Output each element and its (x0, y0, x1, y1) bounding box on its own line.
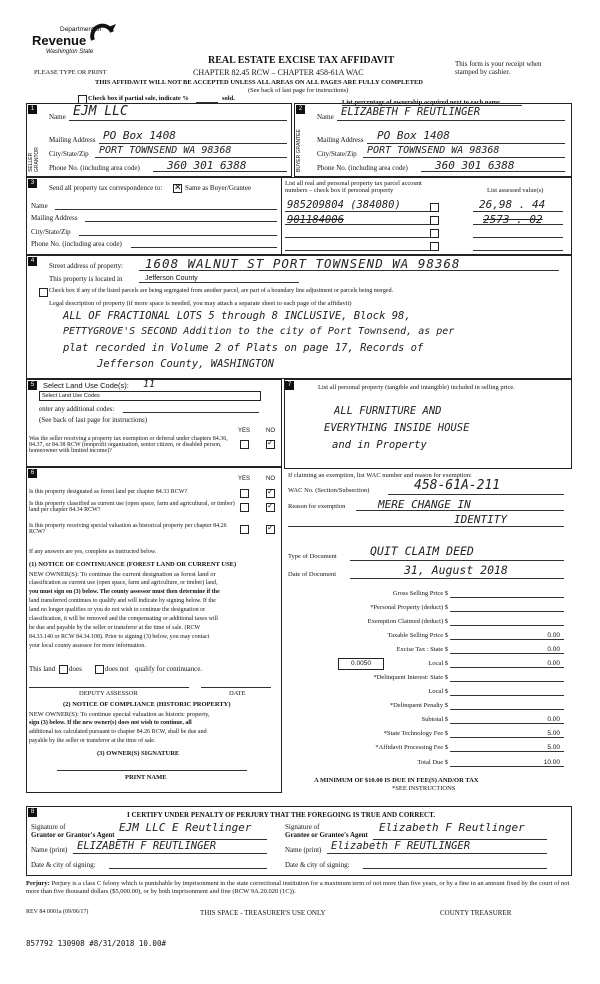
county-value: Jefferson County (145, 275, 198, 282)
calc-delinq-state-field[interactable] (450, 681, 564, 682)
corr-phone-label: Phone No. (including area code) (31, 240, 122, 248)
certify-text: I CERTIFY UNDER PENALTY OF PERJURY THAT THE FOREGOING IS TRUE AND CORRECT. (127, 811, 436, 819)
s6-no-header: NO (266, 476, 275, 482)
legal-line-4: Jefferson County, WASHINGTON (97, 358, 275, 370)
logo-state: Washington State (46, 49, 94, 55)
reason-value-2: IDENTITY (454, 513, 507, 526)
grantee-date-label: Date & city of signing: (285, 861, 350, 869)
legal-line-3: plat recorded in Volume 2 of Plats on page 17, Records of (63, 342, 424, 354)
s6-q2-no[interactable] (266, 503, 275, 512)
personal-property-1: ALL FURNITURE AND (334, 405, 442, 417)
form-title: REAL ESTATE EXCISE TAX AFFIDAVIT (208, 55, 395, 66)
calc-affidavit-fee-label: *Affidavit Processing Fee $ (375, 744, 448, 751)
seller-city-value: PORT TOWNSEND WA 98368 (99, 145, 232, 156)
grantor-date-field[interactable] (109, 868, 267, 869)
calc-excise-state-value: 0.00 (547, 646, 560, 653)
calc-exemption-label: Exemption Claimed (deduct) $ (367, 618, 448, 625)
grantee-sig-label-2: Grantee or Grantee's Agent (285, 831, 368, 839)
calc-gross-field[interactable] (450, 597, 564, 598)
grantee-date-field[interactable] (363, 868, 547, 869)
pp-checkbox-3[interactable] (430, 229, 439, 238)
s6-q3-yes[interactable] (240, 525, 249, 534)
tax-correspondence-section: 3 Send all property tax correspondence to: ✕ Same as Buyer/Grantee Name Mailing Address City/State/Zip Phone No. (including area code) List all real and personal property tax parcel account numbers – check box if personal property List assessed value(s) 985209804 (384080) 901184006 26,98 . 44 2573 . 02 (26, 177, 572, 255)
land-use-select[interactable] (39, 391, 261, 401)
calc-delinq-local-label: Local $ (428, 688, 448, 695)
notice1-title: (1) NOTICE OF CONTINUANCE (FOREST LAND OR CURRENT USE) (29, 561, 237, 568)
seller-address-label: Mailing Address (49, 136, 96, 144)
corr-phone-field[interactable] (131, 247, 277, 248)
calc-personal-field[interactable] (450, 611, 564, 612)
corr-name-label: Name (31, 202, 48, 210)
doc-type-field[interactable] (350, 560, 564, 561)
forest-land-section: 6 YES NO Is this property designated as forest land per chapter 84.33 RCW? ✓ Is this property classified as current use (open space, farm and agricultural, or timber) land per chapter 84.34 RCW? ✓ Is this property receiving special valuation as historical property per chapter 84.26 RCW? ✓ If any answers are yes, complete as instructed below. (1) NOTICE OF CONTINUANCE (FOREST LAND OR CURRENT USE) NEW OWNER(S): To continue the current designation as forest land or classification as current use (open space, farm and agriculture, or timber) land, you must sign on (3) below. The county assessor must then determine if the land transferred continues to qualify and will indicate by signing below. If the land no longer qualifies or you do not wish to continue the designation or classification, it will be removed and the compensating or additional taxes will be due and payable by the seller or transferor at the time of sale. (RCW 84.33.140 or RCW 84.34.108). Prior to signing (3) below, you may contact your local county assessor for more information. This land does does not qualify for continuance. DEPUTY ASSESSOR DATE (2) NOTICE OF COMPLIANCE (HISTORIC PROPERTY) NEW OWNER(S): To continue special valuation as historic property, sign (3) below. If the new owner(s) does not wish to continue, all additional tax calculated pursuant to chapter 84.26 RCW, shall be due and payable by the seller or transferor at the time of sale. (3) OWNER(S) SIGNATURE PRINT NAME (26, 467, 282, 793)
seller-city-label: City/State/Zip (49, 150, 89, 158)
tax-corr-label: Send all property tax correspondence to: (49, 184, 163, 192)
s6-q1-no[interactable] (266, 489, 275, 498)
parcel-1: 985209804 (384080) (287, 199, 401, 211)
calc-delinq-penalty-label: *Delinquent Penalty $ (389, 702, 448, 709)
seller-name-field[interactable] (69, 120, 287, 121)
reason-label: Reason for exemption (288, 503, 346, 510)
seller-section: 1 SELLER GRANTOR Name EJM LLC Mailing Address PO Box 1408 City/State/Zip PORT TOWNSEND WA 98368 Phone No. (including area code) 360 301 6388 (26, 103, 292, 177)
seller-name-value: EJM LLC (73, 104, 128, 119)
print-name-label: PRINT NAME (125, 774, 167, 781)
parcel-2: 901184006 (287, 214, 344, 226)
segregated-label: Check box if any of the listed parcels are being segregated from another parcel, are part of a boundary line adjustment or parcels being merged. (49, 288, 394, 294)
corr-address-label: Mailing Address (31, 214, 78, 222)
segregated-checkbox[interactable] (39, 288, 48, 297)
notice1-line: land transferred continues to qualify and will indicate by signing below. If the (29, 598, 216, 604)
grantee-name: Elizabeth F REUTLINGER (331, 840, 471, 852)
notice1-line: your local county assessor for more information. (29, 643, 146, 649)
notice2-line: sign (3) below. If the new owner(s) does not wish to continue, all (29, 720, 192, 726)
notice1-line: be due and payable by the seller or transferor at the time of sale. (RCW (29, 625, 201, 631)
grantor-name: ELIZABETH F REUTLINGER (77, 840, 217, 852)
rev-number: REV 84 0001a (09/06/17) (26, 909, 89, 915)
revenue-logo (32, 20, 122, 60)
perjury-notice (26, 880, 574, 896)
please-type: PLEASE TYPE OR PRINT (34, 69, 107, 76)
perjury-text: Perjury is a class C felony which is punishable by imprisonment in the state correctional institution for a maximum term of not more than five years, or by a fine in an amount fixed by the court of not more than five thousand dollars ($5,000.00), or by both imprisonment and fine (RCW 9A.20.020 (1C)). (26, 880, 570, 895)
seller-phone-label: Phone No. (including area code) (49, 164, 140, 172)
s5-yes-checkbox[interactable] (240, 440, 249, 449)
minimum-note: A MINIMUM OF $10.00 IS DUE IN FEE(S) AND/OR TAX (314, 777, 479, 784)
buyer-section: 2 BUYER GRANTEE Name ELIZABETH F REUTLINGER Mailing Address PO Box 1408 City/State/Zip PORT TOWNSEND WA 98368 Phone No. (including area code) 360 301 6388 (294, 103, 572, 177)
deputy-signature-field[interactable] (29, 687, 189, 688)
grantor-sig-label-1: Signature of (31, 823, 66, 831)
value-2: 2573 . 02 (483, 213, 543, 226)
grantor-name-field[interactable] (73, 853, 267, 854)
same-as-buyer-checkbox[interactable] (173, 184, 182, 193)
buyer-address-value: PO Box 1408 (377, 129, 450, 142)
buyer-phone-value: 360 301 6388 (435, 159, 515, 172)
buyer-address-field[interactable] (367, 143, 565, 144)
exemption-label: If claiming an exemption, list WAC number and reason for exemption: (288, 472, 472, 479)
calc-local-value: 0.00 (547, 660, 560, 667)
calc-subtotal-value: 0.00 (547, 716, 560, 723)
local-rate-box (338, 658, 384, 670)
legal-label: Legal description of property (if more space is needed, you may attach a separate sheet to each page of the affidavit) (49, 300, 352, 307)
s5-no-checkbox[interactable] (266, 440, 275, 449)
located-label: This property is located in (49, 275, 123, 283)
local-rate-value: 0.0050 (351, 660, 371, 667)
additional-codes-field[interactable] (123, 412, 259, 413)
calc-gross-label: Gross Selling Price $ (392, 590, 448, 597)
calc-tech-fee-value: 5.00 (547, 730, 560, 737)
land-does-checkbox[interactable] (59, 665, 68, 674)
seller-phone-value: 360 301 6388 (167, 159, 247, 172)
calc-total-label: Total Due $ (417, 759, 448, 766)
notice2-line: NEW OWNER(S): To continue special valuation as historic property, (29, 711, 210, 718)
notice2-line: additional tax calculated pursuant to chapter 84.26 RCW, shall be due and (29, 729, 207, 735)
corr-city-field[interactable] (79, 235, 277, 236)
land-does-not-label: does not (105, 665, 129, 673)
corr-address-field[interactable] (85, 221, 277, 222)
s5-yes-header: YES (238, 428, 251, 434)
doc-date-value: 31, August 2018 (404, 563, 508, 577)
personal-property-2: EVERYTHING INSIDE HOUSE (324, 422, 470, 434)
deputy-label: DEPUTY ASSESSOR (79, 690, 138, 697)
land-does-not-checkbox[interactable] (95, 665, 104, 674)
s5-exemption-question: Was the seller receiving a property tax exemption or deferral under chapters 84.36, 84.37, or 84.38 RCW (nonprofit organization, senior citizen, or disabled person, homeowner with limited income)? (29, 436, 228, 454)
seller-address-value: PO Box 1408 (103, 129, 176, 142)
notice1-line: 84.33.140 or RCW 84.34.108). Prior to signing (3) below, you may contact (29, 634, 210, 640)
s6-q2-yes[interactable] (240, 503, 249, 512)
this-land-label: This land (29, 665, 56, 673)
land-use-label: Select Land Use Code(s): (43, 381, 129, 390)
calc-taxable-value: 0.00 (547, 632, 560, 639)
notice1-line: NEW OWNER(S): To continue the current designation as forest land or (29, 571, 216, 578)
pp-checkbox-2[interactable] (430, 216, 439, 225)
ownership-note: List percentage of ownership acquired next to each name. (342, 99, 502, 106)
certification-section: 8 I CERTIFY UNDER PENALTY OF PERJURY THAT THE FOREGOING IS TRUE AND CORRECT. Signature of Grantor or Grantor's Agent EJM LLC E Reutlinger Name (print) ELIZABETH F REUTLINGER Date & city of signing: Signature of Grantee or Grantee's Agent Elizabeth F Reutlinger Name (print) Elizabeth F REUTLINGER Date & city of signing: (26, 806, 572, 876)
notice2-title: (2) NOTICE OF COMPLIANCE (HISTORIC PROPERTY) (63, 701, 231, 708)
form-chapter: CHAPTER 82.45 RCW – CHAPTER 458-61A WAC (193, 68, 364, 77)
s6-q1: Is this property designated as forest land per chapter 84.33 RCW? (29, 489, 188, 495)
calc-tech-fee-label: *State Technology Fee $ (383, 730, 448, 737)
grantee-sig-label-1: Signature of (285, 823, 320, 831)
same-as-label: Same as Buyer/Grantee (185, 184, 252, 192)
land-does-label: does (69, 665, 82, 673)
parcel-header: List all real and personal property tax parcel account numbers – check box if personal property (285, 180, 422, 194)
notice1-line: classification as current use (open space, farm and agriculture, or timber) land, (29, 580, 218, 586)
s6-if-yes: If any answers are yes, complete as instructed below. (29, 549, 157, 555)
treasurer-note: THIS SPACE - TREASURER'S USE ONLY (200, 909, 326, 917)
grantee-name-field[interactable] (327, 853, 547, 854)
qualify-label: qualify for continuance. (135, 665, 203, 673)
calc-personal-label: *Personal Property (deduct) $ (370, 604, 448, 611)
additional-codes-label: enter any additional codes: (39, 405, 115, 413)
form-warning: THIS AFFIDAVIT WILL NOT BE ACCEPTED UNLESS ALL AREAS ON ALL PAGES ARE FULLY COMPLETED (95, 79, 423, 86)
deputy-date-label: DATE (229, 690, 246, 697)
s6-q3-no[interactable] (266, 525, 275, 534)
doc-type-label: Type of Document (288, 553, 337, 560)
reason-value-1: MERE CHANGE IN (378, 498, 471, 511)
grantor-name-label: Name (print) (31, 846, 68, 854)
section5-see-back: (See back of last page for instructions) (39, 416, 148, 424)
grantor-sig-label-2: Grantor or Grantor's Agent (31, 831, 115, 839)
buyer-city-field[interactable] (363, 157, 565, 158)
doc-date-field[interactable] (350, 578, 564, 579)
buyer-name-field[interactable] (337, 120, 565, 121)
logo-dept: Department of (60, 26, 102, 33)
calc-subtotal-label: Subtotal $ (421, 716, 448, 723)
calc-affidavit-fee-value: 5.00 (547, 744, 560, 751)
calc-local-label: Local $ (428, 660, 448, 667)
corr-name-field[interactable] (55, 209, 277, 210)
land-use-select-text: Select Land Use Codes (42, 393, 100, 399)
pp-checkbox-1[interactable] (430, 203, 439, 212)
land-use-section: 5 Select Land Use Code(s): 11 Select Land Use Codes enter any additional codes: (See back of last page for instructions) YES NO Was the seller receiving a property tax exemption or deferral under chapters 84.36, 84.37, or 84.38 RCW (nonprofit organization, senior citizen, or disabled person, homeowner with limited income)? ✓ (26, 379, 282, 467)
grantee-signature: Elizabeth F Reutlinger (379, 821, 525, 834)
buyer-city-label: City/State/Zip (317, 150, 357, 158)
county-treasurer: COUNTY TREASURER (440, 909, 512, 917)
legal-line-2: PETTYGROVE'S SECOND Addition to the city of Port Townsend, as per (63, 326, 455, 337)
buyer-city-value: PORT TOWNSEND WA 98368 (367, 145, 500, 156)
checkbox-x-icon: ✕ (174, 182, 182, 192)
value-1: 26,98 . 44 (479, 198, 546, 211)
partial-sale-label: Check box if partial sale, indicate % (88, 95, 189, 102)
corr-city-label: City/State/Zip (31, 228, 71, 236)
deputy-date-field[interactable] (201, 687, 271, 688)
land-use-code: 11 (143, 379, 156, 390)
doc-date-label: Date of Document (288, 571, 337, 578)
see-instructions: *SEE INSTRUCTIONS (392, 785, 456, 792)
buyer-side-label: BUYER GRANTEE (296, 129, 302, 172)
buyer-name-value: ELIZABETH F REUTLINGER (341, 106, 481, 118)
calc-excise-state-label: Excise Tax : State $ (396, 646, 448, 653)
seller-side-label: SELLER GRANTOR (28, 147, 40, 172)
grantee-name-label: Name (print) (285, 846, 322, 854)
personal-property-3: and in Property (332, 439, 427, 451)
assessed-header: List assessed value(s) (487, 187, 544, 194)
calc-exemption-field[interactable] (450, 625, 564, 626)
notice2-line: payable by the seller or transferor at the time of sale. (29, 738, 156, 744)
buyer-phone-label: Phone No. (including area code) (317, 164, 408, 172)
pp-checkbox-4[interactable] (430, 242, 439, 251)
street-label: Street address of property: (49, 262, 124, 270)
calc-delinq-local-field[interactable] (450, 695, 564, 696)
buyer-address-label: Mailing Address (317, 136, 364, 144)
wac-label: WAC No. (Section/Subsection) (288, 487, 370, 494)
cashier-stamp: 857792 130908 #8/31/2018 10.00# (26, 939, 166, 948)
perjury-title: Perjury: (26, 880, 50, 887)
s6-q3: Is this property receiving special valuation as historical property per chapter 84.26 RCW? (29, 523, 227, 535)
logo-name: Revenue (32, 33, 87, 48)
owner-signature-label: (3) OWNER(S) SIGNATURE (97, 750, 180, 757)
property-section: 4 Street address of property: 1608 WALNUT ST PORT TOWNSEND WA 98368 This property is located in Jefferson County Check box if any of the listed parcels are being segregated from another parcel, are part of a boundary line adjustment or parcels being merged. Legal description of property (if more space is needed, you may attach a separate sheet to each page of the affidavit) ALL OF FRACTIONAL LOTS 5 through 8 INCLUSIVE, Block 98, PETTYGROVE'S SECOND Addition to the city of Port Townsend, as per plat recorded in Volume 2 of Plats on page 17, Records of Jefferson County, WASHINGTON (26, 255, 572, 379)
s6-q1-yes[interactable] (240, 489, 249, 498)
calc-total-value: 10.00 (543, 759, 560, 766)
seller-city-field[interactable] (95, 157, 287, 158)
calc-delinq-state-label: *Delinquent Interest: State $ (373, 674, 448, 681)
personal-property-section: 7 List all personal property (tangible and intangible) included in selling price. ALL FURNITURE AND EVERYTHING INSIDE HOUSE and in Property If claiming an exemption, list WAC number and reason for exemption: WAC No. (Section/Subsection) 458-61A-211 Reason for exemption MERE CHANGE IN IDENTITY Type of Document QUIT CLAIM DEED Date of Document 31, August 2018 Gross Selling Price $ *Personal Property (deduct) $ Exemption Claimed (deduct) $ Taxable Selling Price $ 0.00 Excise Tax : State $ 0.00 0.0050 Local $ 0.00 *Delinquent Interest: State $ Local $ *Delinquent Penalty $ Subtotal $ 0.00 *State Technology Fee $ 5.00 *Affidavit Processing Fee $ 5.00 Total Due $ 10.00 A MINIMUM OF $10.00 IS DUE IN FEE(S) AND/OR TAX *SEE INSTRUCTIONS (284, 379, 570, 791)
doc-type-value: QUIT CLAIM DEED (370, 544, 474, 558)
wac-field[interactable] (388, 494, 564, 495)
notice1-line: classification, it will be removed and the compensating or additional taxes will (29, 616, 218, 622)
sold-label: sold. (222, 95, 235, 102)
s5-no-header: NO (266, 428, 275, 434)
grantor-signature: EJM LLC E Reutlinger (119, 821, 252, 834)
buyer-name-label: Name (317, 113, 334, 121)
owner-signature-field[interactable] (57, 770, 247, 771)
notice1-line: you must sign on (3) below. The county assessor must then determine if the (29, 589, 220, 595)
grantor-date-label: Date & city of signing: (31, 861, 96, 869)
legal-line-1: ALL OF FRACTIONAL LOTS 5 through 8 INCLUSIVE, Block 98, (63, 310, 411, 322)
receipt-note: This form is your receipt when stamped by cashier. (455, 60, 542, 76)
s6-q2: Is this property classified as current use (open space, farm and agricultural, or timber) land per chapter 84.34 RCW? (29, 501, 235, 513)
seller-address-field[interactable] (99, 143, 287, 144)
wac-value: 458-61A-211 (414, 478, 501, 493)
personal-property-label: List all personal property (tangible and intangible) included in selling price. (318, 384, 515, 391)
calc-taxable-label: Taxable Selling Price $ (387, 632, 448, 639)
seller-name-label: Name (49, 113, 66, 121)
street-value: 1608 WALNUT ST PORT TOWNSEND WA 98368 (145, 256, 461, 271)
form-see-back: (See back of last page for instructions) (248, 87, 349, 94)
s6-yes-header: YES (238, 476, 251, 482)
notice1-line: land no longer qualifies or you do not wish to continue the designation or (29, 607, 206, 613)
calc-delinq-penalty-field[interactable] (450, 709, 564, 710)
